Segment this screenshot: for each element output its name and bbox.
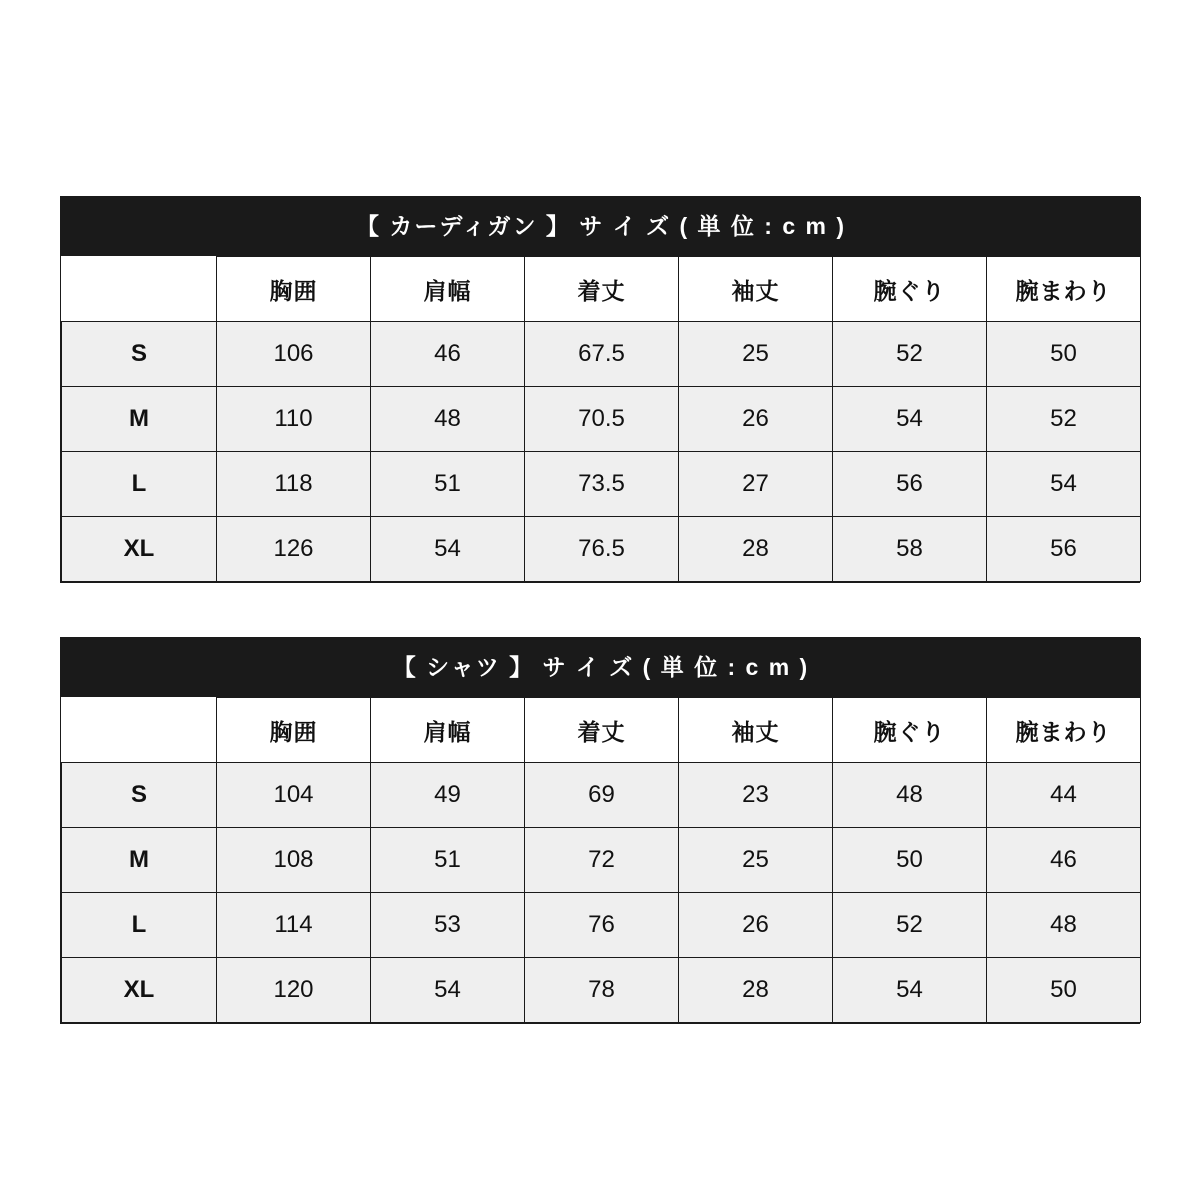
- table-row: [62, 828, 1141, 893]
- table-title-cardigan: 【 カーディガン 】 サ イ ズ ( 単 位 : c m ): [61, 197, 1141, 256]
- column-header-bust: 胸囲: [217, 257, 371, 322]
- cell-sleeve: 23: [679, 763, 833, 828]
- cell-armhole: 54: [833, 958, 987, 1023]
- column-header-length: 着丈: [525, 257, 679, 322]
- cell-armcircumference: 50: [987, 322, 1141, 387]
- cell-bust: 114: [217, 893, 371, 958]
- cell-armcircumference: 52: [987, 387, 1141, 452]
- table-header-row: [62, 698, 1141, 763]
- column-header-armhole: 腕ぐり: [833, 698, 987, 763]
- cell-bust: 120: [217, 958, 371, 1023]
- column-header-sleeve: 袖丈: [679, 698, 833, 763]
- cell-shoulder: 51: [371, 828, 525, 893]
- cell-armcircumference: 54: [987, 452, 1141, 517]
- column-header-length: 着丈: [525, 698, 679, 763]
- table-row: [62, 322, 1141, 387]
- cell-length: 76: [525, 893, 679, 958]
- cell-shoulder: 49: [371, 763, 525, 828]
- cell-sleeve: 28: [679, 958, 833, 1023]
- size-table-shirt: [60, 637, 1140, 1024]
- cell-shoulder: 54: [371, 958, 525, 1023]
- cell-bust: 108: [217, 828, 371, 893]
- column-header-armhole: 腕ぐり: [833, 257, 987, 322]
- cell-armhole: 54: [833, 387, 987, 452]
- cell-armhole: 52: [833, 893, 987, 958]
- cell-armhole: 58: [833, 517, 987, 582]
- table-row: [62, 763, 1141, 828]
- table-row: [62, 452, 1141, 517]
- cell-bust: 106: [217, 322, 371, 387]
- cell-armhole: 52: [833, 322, 987, 387]
- row-header-size: XL: [62, 958, 217, 1023]
- cell-armcircumference: 50: [987, 958, 1141, 1023]
- column-header-shoulder: 肩幅: [371, 257, 525, 322]
- column-header-sleeve: 袖丈: [679, 257, 833, 322]
- cell-length: 67.5: [525, 322, 679, 387]
- column-header-corner: [62, 698, 217, 763]
- row-header-size: S: [62, 322, 217, 387]
- cell-length: 72: [525, 828, 679, 893]
- table-row: [62, 893, 1141, 958]
- table-cardigan: [61, 197, 1141, 582]
- cell-armhole: 48: [833, 763, 987, 828]
- cell-length: 69: [525, 763, 679, 828]
- cell-armcircumference: 46: [987, 828, 1141, 893]
- cell-sleeve: 25: [679, 828, 833, 893]
- cell-armhole: 50: [833, 828, 987, 893]
- table-row: [62, 958, 1141, 1023]
- cell-sleeve: 28: [679, 517, 833, 582]
- row-header-size: L: [62, 452, 217, 517]
- column-header-corner: [62, 257, 217, 322]
- row-header-size: M: [62, 828, 217, 893]
- table-row: [62, 517, 1141, 582]
- cell-sleeve: 25: [679, 322, 833, 387]
- cell-shoulder: 53: [371, 893, 525, 958]
- cell-length: 76.5: [525, 517, 679, 582]
- table-header-row: [62, 257, 1141, 322]
- cell-length: 70.5: [525, 387, 679, 452]
- column-header-armcircumference: 腕まわり: [987, 698, 1141, 763]
- row-header-size: XL: [62, 517, 217, 582]
- cell-bust: 118: [217, 452, 371, 517]
- size-table-cardigan: [60, 196, 1140, 583]
- cell-bust: 104: [217, 763, 371, 828]
- cell-shoulder: 48: [371, 387, 525, 452]
- row-header-size: L: [62, 893, 217, 958]
- cell-bust: 126: [217, 517, 371, 582]
- cell-shoulder: 51: [371, 452, 525, 517]
- cell-sleeve: 26: [679, 893, 833, 958]
- column-header-shoulder: 肩幅: [371, 698, 525, 763]
- table-title-shirt: 【 シャツ 】 サ イ ズ ( 単 位 : c m ): [61, 638, 1141, 697]
- cell-length: 78: [525, 958, 679, 1023]
- cell-shoulder: 54: [371, 517, 525, 582]
- cell-armcircumference: 44: [987, 763, 1141, 828]
- cell-bust: 110: [217, 387, 371, 452]
- column-header-bust: 胸囲: [217, 698, 371, 763]
- row-header-size: S: [62, 763, 217, 828]
- cell-armcircumference: 56: [987, 517, 1141, 582]
- cell-sleeve: 27: [679, 452, 833, 517]
- column-header-armcircumference: 腕まわり: [987, 257, 1141, 322]
- table-shirt: [61, 638, 1141, 1023]
- cell-sleeve: 26: [679, 387, 833, 452]
- table-row: [62, 387, 1141, 452]
- cell-length: 73.5: [525, 452, 679, 517]
- cell-armcircumference: 48: [987, 893, 1141, 958]
- cell-shoulder: 46: [371, 322, 525, 387]
- cell-armhole: 56: [833, 452, 987, 517]
- row-header-size: M: [62, 387, 217, 452]
